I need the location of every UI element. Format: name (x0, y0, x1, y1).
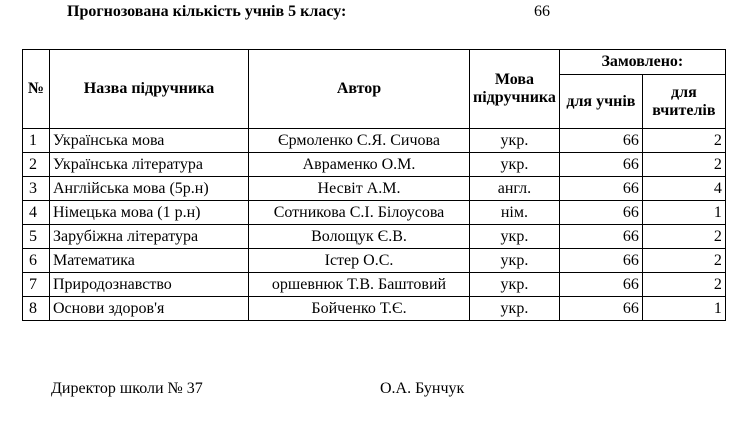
cell-author: Єрмоленко С.Я. Сичова (249, 129, 470, 153)
table-row (23, 129, 726, 153)
table-row (23, 249, 726, 273)
textbook-order-table (22, 49, 726, 321)
cell-language: укр. (470, 297, 560, 321)
cell-for-students: 66 (559, 153, 642, 177)
column-header-for-students: для учнів (559, 75, 642, 129)
director-name: О.А. Бунчук (380, 380, 465, 397)
cell-for-teachers: 2 (642, 249, 725, 273)
cell-for-students: 66 (559, 249, 642, 273)
cell-for-teachers: 2 (642, 273, 725, 297)
table-row (23, 153, 726, 177)
cell-for-students: 66 (559, 225, 642, 249)
cell-number: 1 (23, 129, 50, 153)
cell-title: Основи здоров'я (50, 297, 249, 321)
column-header-language: Мова підручника (470, 50, 560, 129)
cell-language: англ. (470, 177, 560, 201)
cell-title: Українська література (50, 153, 249, 177)
cell-title: Математика (50, 249, 249, 273)
cell-number: 3 (23, 177, 50, 201)
cell-title: Англійська мова (5р.н) (50, 177, 249, 201)
cell-for-teachers: 2 (642, 129, 725, 153)
cell-author: оршевнюк Т.В. Баштовий (249, 273, 470, 297)
cell-number: 6 (23, 249, 50, 273)
table-body (23, 129, 726, 321)
forecast-value: 66 (534, 3, 550, 20)
cell-language: укр. (470, 249, 560, 273)
cell-number: 2 (23, 153, 50, 177)
column-header-for-teachers: для вчителів (642, 75, 725, 129)
table-row (23, 177, 726, 201)
cell-for-students: 66 (559, 201, 642, 225)
cell-author: Сотникова С.І. Білоусова (249, 201, 470, 225)
cell-language: укр. (470, 129, 560, 153)
cell-title: Українська мова (50, 129, 249, 153)
cell-number: 4 (23, 201, 50, 225)
cell-author: Бойченко Т.Є. (249, 297, 470, 321)
cell-for-students: 66 (559, 273, 642, 297)
column-header-title: Назва підручника (50, 50, 249, 129)
cell-for-teachers: 4 (642, 177, 725, 201)
table-row (23, 273, 726, 297)
column-header-number: № (23, 50, 50, 129)
cell-number: 5 (23, 225, 50, 249)
cell-author: Істер О.С. (249, 249, 470, 273)
director-label: Директор школи № 37 (51, 380, 203, 397)
cell-for-teachers: 2 (642, 153, 725, 177)
cell-language: укр. (470, 273, 560, 297)
cell-title: Німецька мова (1 р.н) (50, 201, 249, 225)
table-row (23, 297, 726, 321)
cell-author: Волощук Є.В. (249, 225, 470, 249)
cell-language: укр. (470, 225, 560, 249)
cell-for-students: 66 (559, 297, 642, 321)
cell-title: Природознавство (50, 273, 249, 297)
cell-author: Несвіт А.М. (249, 177, 470, 201)
column-header-ordered: Замовлено: (559, 50, 725, 75)
cell-title: Зарубіжна література (50, 225, 249, 249)
cell-for-students: 66 (559, 177, 642, 201)
forecast-label: Прогнозована кількість учнів 5 класу: (67, 3, 347, 20)
cell-author: Авраменко О.М. (249, 153, 470, 177)
cell-for-teachers: 1 (642, 297, 725, 321)
cell-number: 8 (23, 297, 50, 321)
column-header-author: Автор (249, 50, 470, 129)
cell-for-teachers: 2 (642, 225, 725, 249)
cell-for-teachers: 1 (642, 201, 725, 225)
cell-language: нім. (470, 201, 560, 225)
cell-for-students: 66 (559, 129, 642, 153)
cell-language: укр. (470, 153, 560, 177)
cell-number: 7 (23, 273, 50, 297)
table-row (23, 225, 726, 249)
table-row (23, 201, 726, 225)
